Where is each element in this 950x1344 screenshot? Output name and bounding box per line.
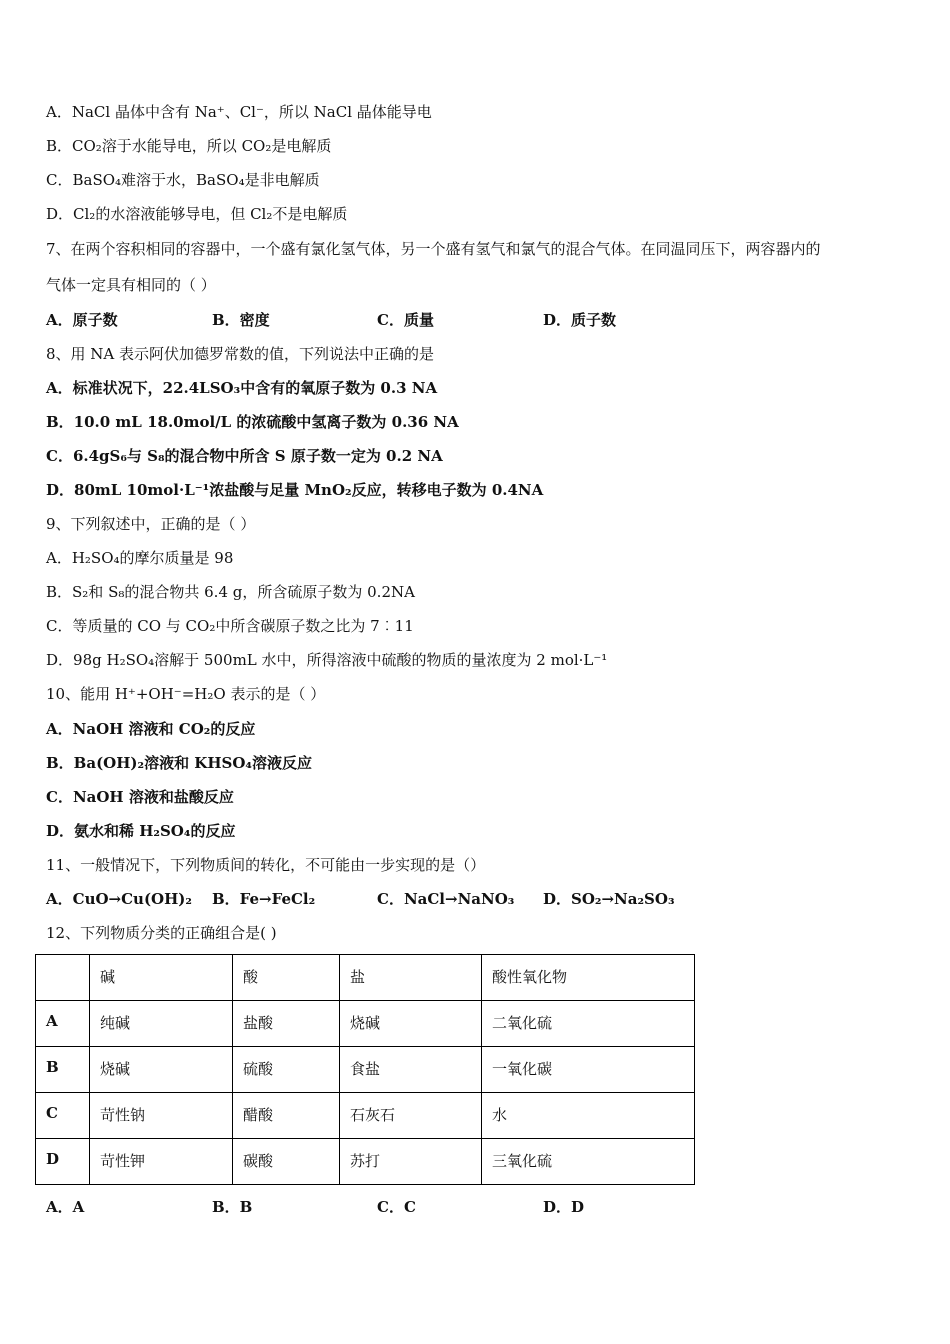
q12-option-d: D．D (543, 1198, 585, 1216)
q6-option-d: D．Cl₂的水溶液能够导电，但 Cl₂不是电解质 (46, 205, 348, 223)
table-cell: 石灰石 (340, 1093, 482, 1139)
q9-option-c: C．等质量的 CO 与 CO₂中所含碳原子数之比为 7︰11 (46, 617, 414, 635)
table-header-cell: 酸性氧化物 (482, 955, 695, 1001)
table-cell: 苛性钾 (90, 1139, 233, 1185)
table-cell: 硫酸 (233, 1047, 340, 1093)
q10-option-b: B．Ba(OH)₂溶液和 KHSO₄溶液反应 (46, 754, 312, 772)
table-header-cell: 酸 (233, 955, 340, 1001)
q7-stem-line1: 7、在两个容积相同的容器中，一个盛有氯化氢气体，另一个盛有氢气和氯气的混合气体。在同温同压下，两容器内的 (46, 240, 821, 258)
table-cell: 水 (482, 1093, 695, 1139)
q9-option-b: B．S₂和 S₈的混合物共 6.4 g，所含硫原子数为 0.2NA (46, 583, 415, 601)
q11-option-b: B．Fe→FeCl₂ (212, 890, 316, 908)
q8-option-a: A．标准状况下，22.4LSO₃中含有的氧原子数为 0.3 NA (46, 379, 438, 397)
q9-option-a: A．H₂SO₄的摩尔质量是 98 (46, 549, 234, 567)
q12-option-b: B．B (212, 1198, 253, 1216)
q8-stem: 8、用 NA 表示阿伏加德罗常数的值，下列说法中正确的是 (46, 345, 435, 363)
q6-option-c: C．BaSO₄难溶于水，BaSO₄是非电解质 (46, 171, 320, 189)
q6-option-b: B．CO₂溶于水能导电，所以 CO₂是电解质 (46, 137, 332, 155)
table-row (36, 1093, 695, 1139)
table-cell: 醋酸 (233, 1093, 340, 1139)
q12-option-c: C．C (377, 1198, 416, 1216)
q7-option-b: B．密度 (212, 311, 270, 329)
q11-stem: 11、一般情况下，下列物质间的转化，不可能由一步实现的是（） (46, 856, 486, 874)
q7-stem-line2: 气体一定具有相同的（ ） (46, 276, 216, 294)
table-cell: B (36, 1047, 90, 1093)
q10-option-c: C．NaOH 溶液和盐酸反应 (46, 788, 234, 806)
table-cell: 纯碱 (90, 1001, 233, 1047)
q7-option-d: D．质子数 (543, 311, 617, 329)
table-row (36, 1047, 695, 1093)
table-cell: 苛性钠 (90, 1093, 233, 1139)
table-cell: 苏打 (340, 1139, 482, 1185)
table-row (36, 1001, 695, 1047)
q9-stem: 9、下列叙述中，正确的是（ ） (46, 515, 256, 533)
q11-option-d: D．SO₂→Na₂SO₃ (543, 890, 675, 908)
q8-option-d: D．80mL 10mol·L⁻¹浓盐酸与足量 MnO₂反应，转移电子数为 0.4NA (46, 481, 544, 499)
table-cell: D (36, 1139, 90, 1185)
table-cell: 盐酸 (233, 1001, 340, 1047)
table-cell: A (36, 1001, 90, 1047)
q7-option-c: C．质量 (377, 311, 434, 329)
q10-option-a: A．NaOH 溶液和 CO₂的反应 (46, 720, 256, 738)
table-header-cell (36, 955, 90, 1001)
table-cell: C (36, 1093, 90, 1139)
table-cell: 食盐 (340, 1047, 482, 1093)
q10-stem: 10、能用 H⁺+OH⁻=H₂O 表示的是（ ） (46, 685, 326, 703)
q12-option-a: A．A (46, 1198, 85, 1216)
q12-stem: 12、下列物质分类的正确组合是( ) (46, 924, 277, 942)
q11-option-a: A．CuO→Cu(OH)₂ (46, 890, 192, 908)
q6-option-a: A．NaCl 晶体中含有 Na⁺、Cl⁻，所以 NaCl 晶体能导电 (46, 103, 432, 121)
classification-table (35, 954, 695, 1185)
table-cell: 烧碱 (90, 1047, 233, 1093)
q11-option-c: C．NaCl→NaNO₃ (377, 890, 515, 908)
q9-option-d: D．98g H₂SO₄溶解于 500mL 水中，所得溶液中硫酸的物质的量浓度为 2 mol·L⁻¹ (46, 651, 608, 669)
table-cell: 二氧化硫 (482, 1001, 695, 1047)
table-header-cell: 碱 (90, 955, 233, 1001)
table-row (36, 1139, 695, 1185)
table-header-row (36, 955, 695, 1001)
table-cell: 碳酸 (233, 1139, 340, 1185)
table-cell: 一氧化碳 (482, 1047, 695, 1093)
table-header-cell: 盐 (340, 955, 482, 1001)
table-cell: 烧碱 (340, 1001, 482, 1047)
q8-option-c: C．6.4gS₆与 S₈的混合物中所含 S 原子数一定为 0.2 NA (46, 447, 443, 465)
table-cell: 三氧化硫 (482, 1139, 695, 1185)
q10-option-d: D．氨水和稀 H₂SO₄的反应 (46, 822, 236, 840)
q8-option-b: B．10.0 mL 18.0mol/L 的浓硫酸中氢离子数为 0.36 NA (46, 413, 459, 431)
q7-option-a: A．原子数 (46, 311, 118, 329)
